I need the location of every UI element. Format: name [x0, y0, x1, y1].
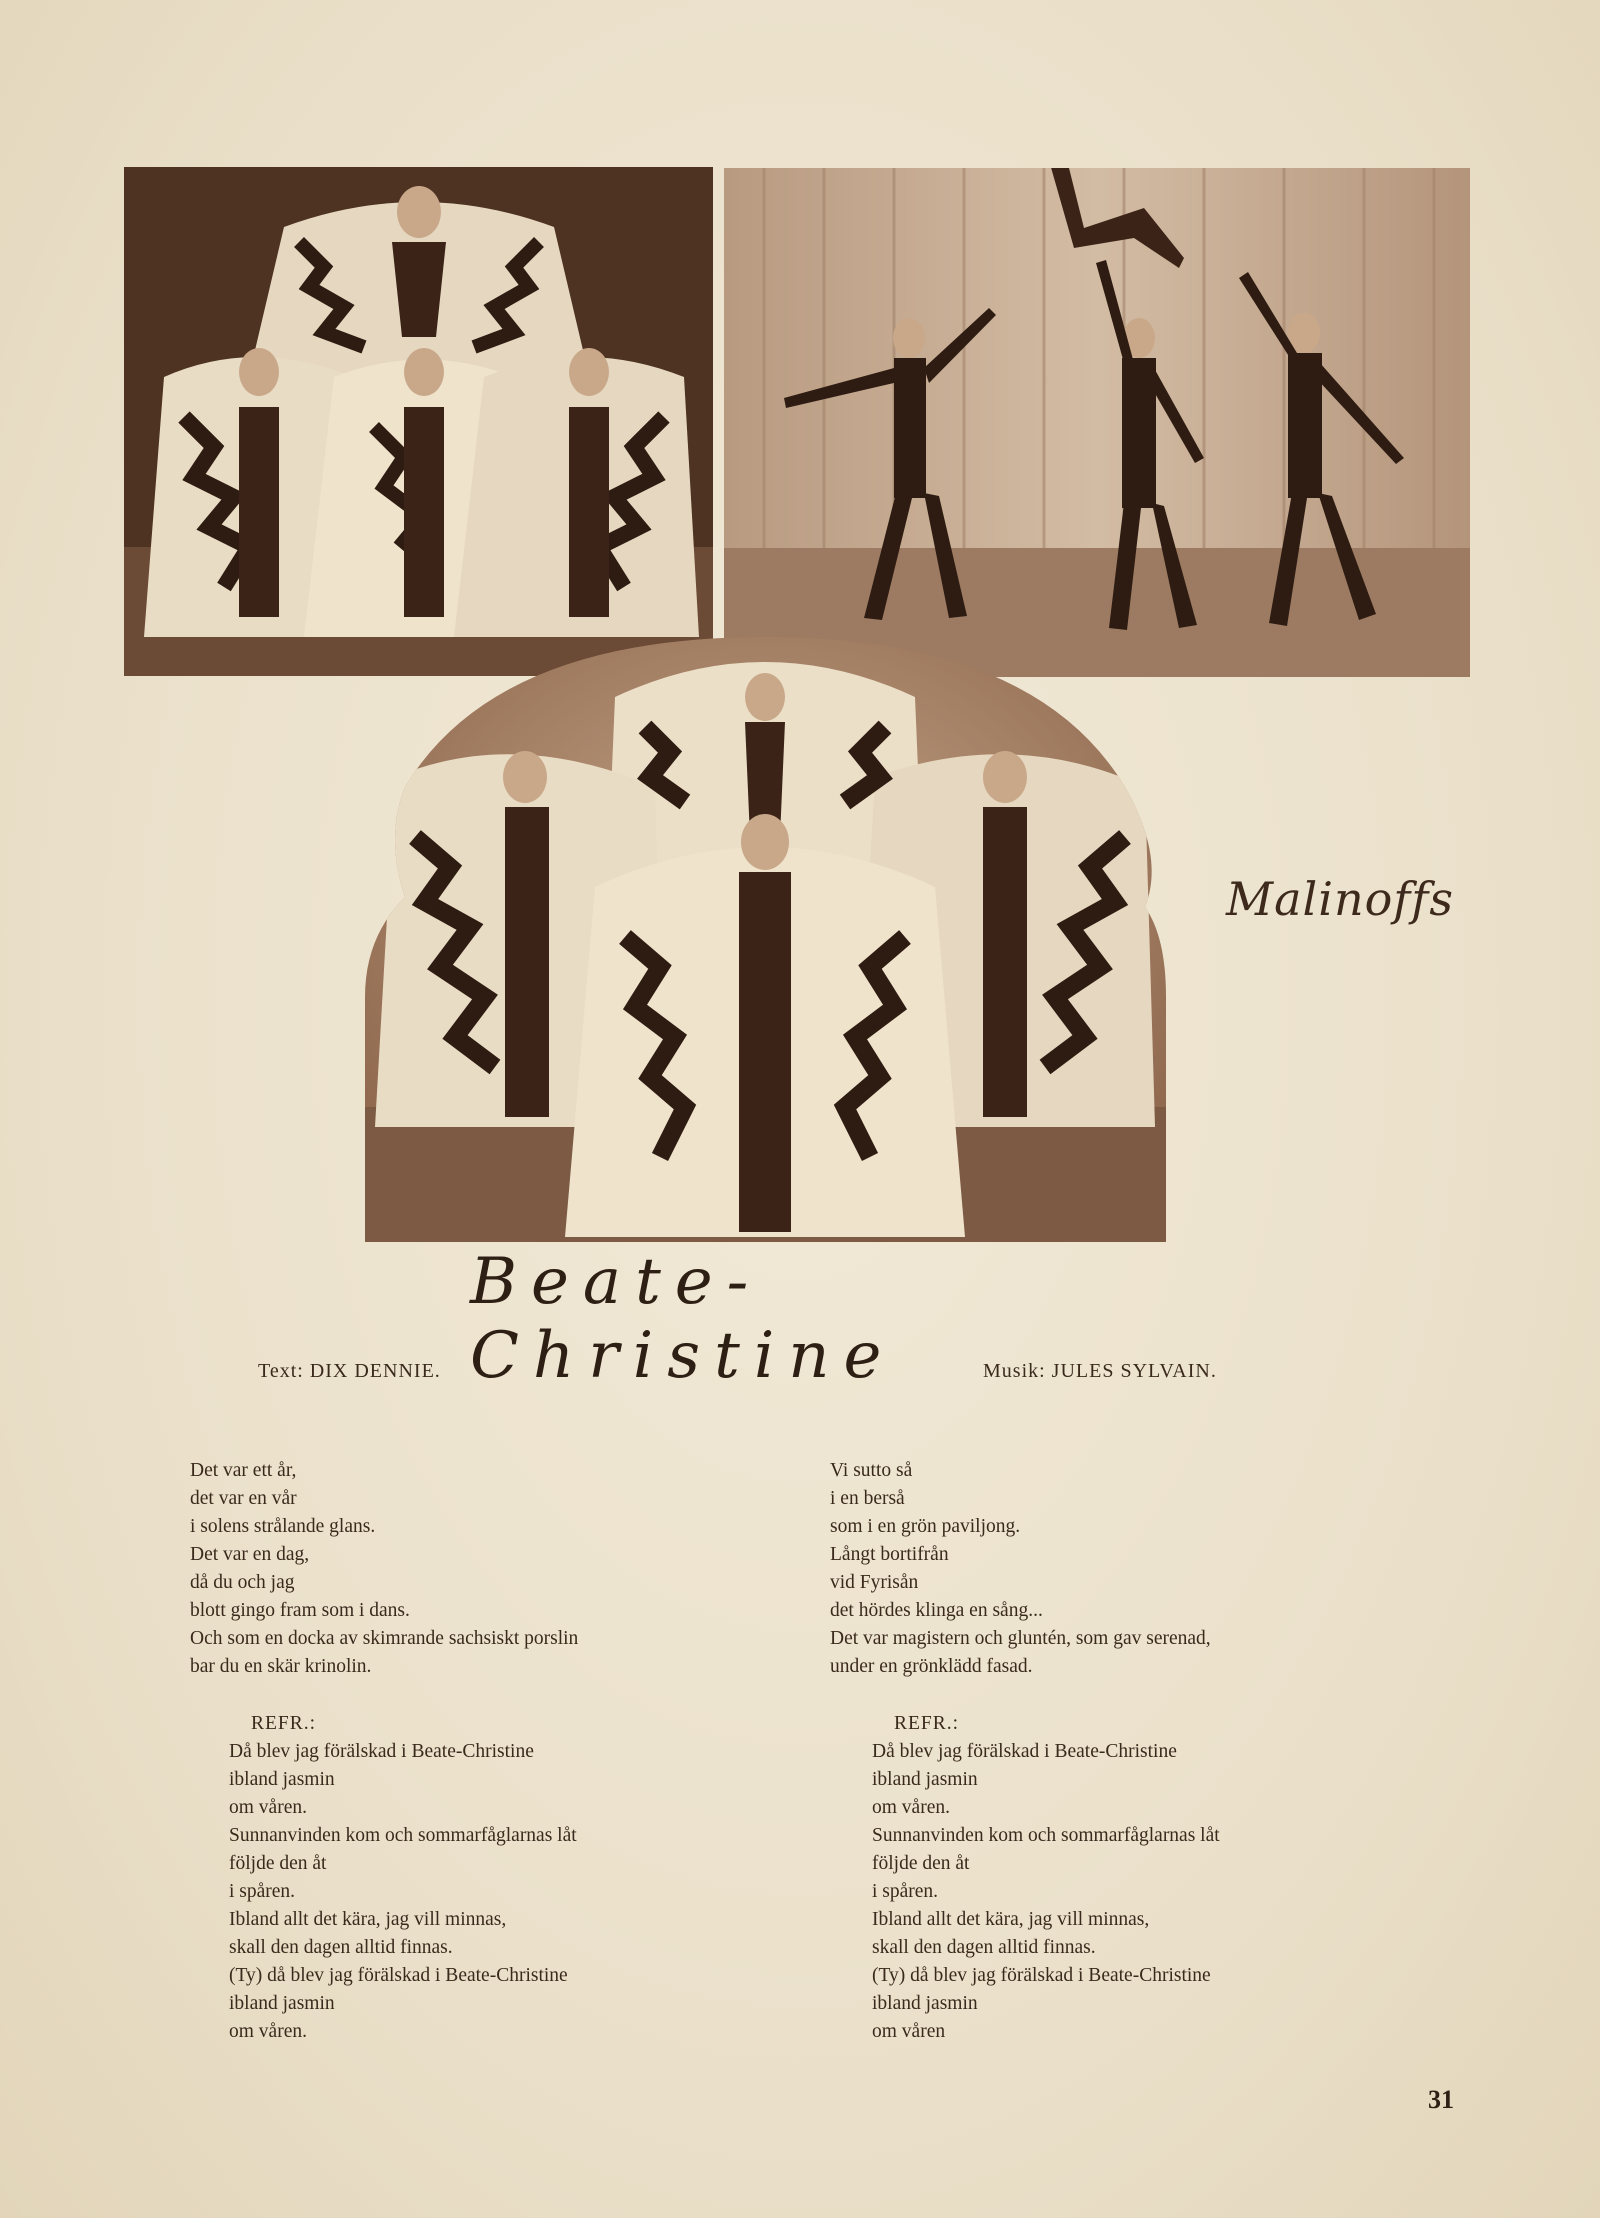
verse-line: i en berså [830, 1488, 905, 1509]
refrain-line: följde den åt [229, 1853, 327, 1874]
verse-line: bar du en skär krinolin. [190, 1656, 372, 1677]
refrain-line: följde den åt [872, 1853, 970, 1874]
refrain-line: skall den dagen alltid finnas. [872, 1937, 1096, 1958]
verse-line: vid Fyrisån [830, 1572, 919, 1593]
photo-dancers-pyramid [124, 167, 713, 676]
verse-line: det hördes klinga en sång... [830, 1600, 1043, 1621]
group-name-caption: Malinoffs [1226, 872, 1454, 926]
refrain-line: Sunnanvinden kom och sommarfåglarnas låt [229, 1825, 577, 1846]
refrain-line: skall den dagen alltid finnas. [229, 1937, 453, 1958]
verse-line: Och som en docka av skimrande sachsiskt porslin [190, 1628, 579, 1649]
verse-line: som i en grön paviljong. [830, 1516, 1021, 1537]
refrain-line: om våren. [229, 2021, 307, 2042]
refrain-line: Ibland allt det kära, jag vill minnas, [872, 1909, 1150, 1930]
refrain-line: om våren. [229, 1797, 307, 1818]
lyricist-credit: Text: DIX DENNIE. [258, 1360, 441, 1382]
refrain-line: (Ty) då blev jag förälskad i Beate-Christine [229, 1965, 568, 1986]
verse-line: Det var en dag, [190, 1544, 310, 1565]
refrain-line: (Ty) då blev jag förälskad i Beate-Christine [872, 1965, 1211, 1986]
verse-line: i solens strålande glans. [190, 1516, 376, 1537]
refrain-line: i spåren. [872, 1881, 939, 1902]
verse-line: Det var ett år, [190, 1460, 297, 1481]
refrain-line: om våren. [872, 1797, 950, 1818]
photo-group-arch-image [365, 637, 1166, 1242]
verse-line: då du och jag [190, 1572, 295, 1593]
refrain-line: ibland jasmin [229, 1993, 335, 2014]
composer-credit: Musik: JULES SYLVAIN. [983, 1360, 1217, 1382]
page-number: 31 [1428, 2085, 1454, 2114]
verse-2 [830, 1457, 1350, 1681]
refrain-line: Sunnanvinden kom och sommarfåglarnas låt [872, 1825, 1220, 1846]
photo-group-arch [365, 637, 1166, 1242]
refrain-line: ibland jasmin [872, 1993, 978, 2014]
verse-line: Det var magistern och gluntén, som gav serenad, [830, 1628, 1211, 1649]
refrain-line: Då blev jag förälskad i Beate-Christine [229, 1741, 534, 1762]
verse-line: Vi sutto så [830, 1460, 913, 1481]
refrain-line: ibland jasmin [872, 1769, 978, 1790]
photo-dancers-pyramid-image [124, 167, 713, 676]
verse-1 [190, 1457, 710, 1681]
refrain-label: REFR.: [894, 1713, 960, 1734]
refrain-label: REFR.: [251, 1713, 317, 1734]
refrain-line: Då blev jag förälskad i Beate-Christine [872, 1741, 1177, 1762]
refrain-1 [229, 1710, 749, 2046]
photo-acrobatic-lift-image [724, 168, 1470, 677]
photo-acrobatic-lift [724, 168, 1470, 677]
refrain-line: i spåren. [229, 1881, 296, 1902]
verse-line: Långt bortifrån [830, 1544, 949, 1565]
refrain-2 [872, 1710, 1392, 2046]
verse-line: det var en vår [190, 1488, 297, 1509]
refrain-line: om våren [872, 2021, 946, 2042]
refrain-line: Ibland allt det kära, jag vill minnas, [229, 1909, 507, 1930]
refrain-line: ibland jasmin [229, 1769, 335, 1790]
verse-line: blott gingo fram som i dans. [190, 1600, 410, 1621]
song-title: Beate-Christine [470, 1245, 896, 1393]
verse-line: under en grönklädd fasad. [830, 1656, 1033, 1677]
